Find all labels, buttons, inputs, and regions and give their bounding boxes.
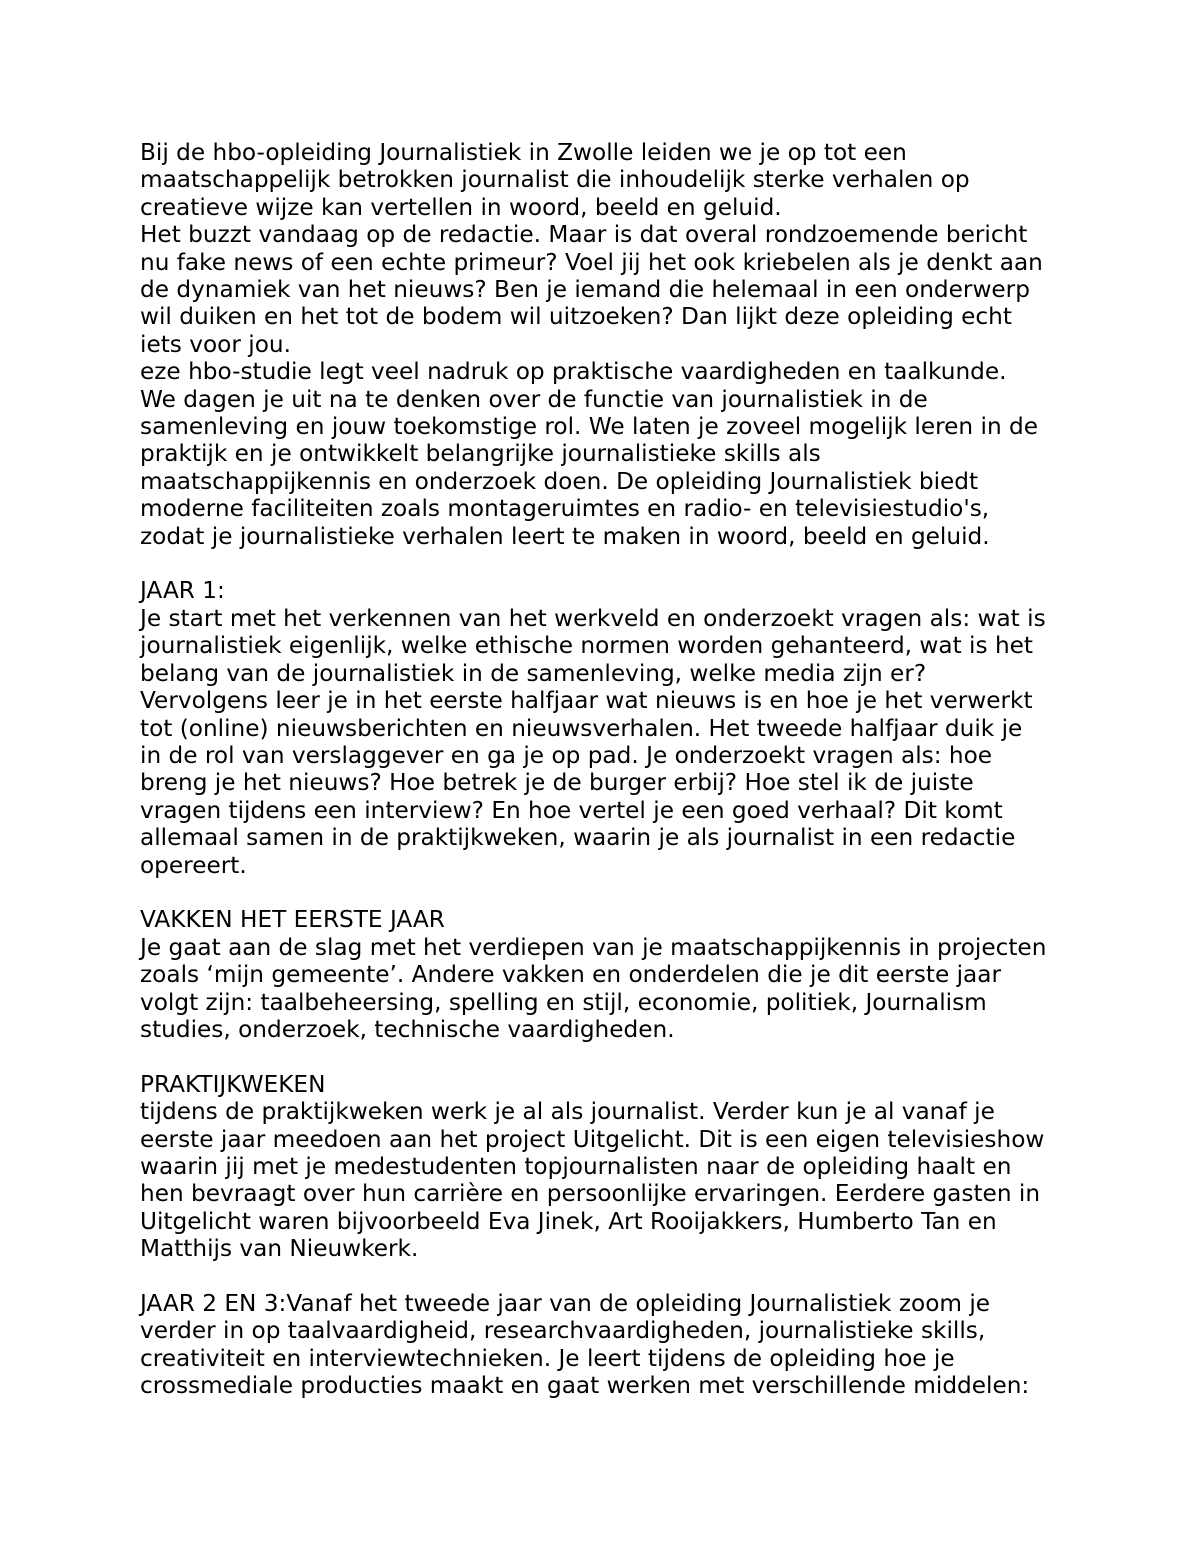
text-line: Het buzzt vandaag op de redactie. Maar is dat overal rondzoemende bericht bbox=[140, 221, 1028, 249]
text-line: Uitgelicht waren bijvoorbeeld Eva Jinek, Art Rooijakkers, Humberto Tan en bbox=[140, 1207, 997, 1235]
text-line: belang van de journalistiek in de samenleving, welke media zijn er? bbox=[140, 659, 927, 687]
text-line: breng je het nieuws? Hoe betrek je de burger erbij? Hoe stel ik de juiste bbox=[140, 769, 974, 797]
text-line: wil duiken en het tot de bodem wil uitzoeken? Dan lijkt deze opleiding echt bbox=[140, 303, 1012, 331]
paragraph-gap bbox=[140, 1043, 1080, 1070]
text-line: praktijk en je ontwikkelt belangrijke journalistieke skills als bbox=[140, 440, 821, 468]
text-line: tot (online) nieuwsberichten en nieuwsverhalen. Het tweede halfjaar duik je bbox=[140, 714, 1023, 742]
vakken-section bbox=[140, 906, 1080, 1043]
praktijk-section bbox=[140, 1071, 1080, 1263]
text-line: Je start met het verkennen van het werkveld en onderzoekt vragen als: wat is bbox=[140, 604, 1046, 632]
intro-paragraph bbox=[140, 139, 1080, 221]
text-line: studies, onderzoek, technische vaardigheden. bbox=[140, 1015, 675, 1043]
text-line: de dynamiek van het nieuws? Ben je iemand die helemaal in een onderwerp bbox=[140, 276, 1030, 304]
text-line: journalistiek eigenlijk, welke ethische normen worden gehanteerd, wat is het bbox=[140, 632, 1034, 660]
text-line: Bij de hbo-opleiding Journalistiek in Zwolle leiden we je op tot een bbox=[140, 139, 907, 166]
text-line: zodat je journalistieke verhalen leert te maken in woord, beeld en geluid. bbox=[140, 522, 990, 550]
buzz-paragraph bbox=[140, 221, 1080, 358]
text-line: creatieve wijze kan vertellen in woord, beeld en geluid. bbox=[140, 193, 782, 221]
section-heading-vakken: VAKKEN HET EERSTE JAAR bbox=[140, 906, 445, 934]
text-line: Vervolgens leer je in het eerste halfjaar wat nieuws is en hoe je het verwerkt bbox=[140, 687, 1033, 715]
text-line: in de rol van verslaggever en ga je op pad. Je onderzoekt vragen als: hoe bbox=[140, 741, 993, 769]
section-heading-jaar1: JAAR 1: bbox=[140, 577, 225, 605]
text-line: maatschappijkennis en onderzoek doen. De opleiding Journalistiek biedt bbox=[140, 467, 979, 495]
text-line: crossmediale producties maakt en gaat werken met verschillende middelen: bbox=[140, 1372, 1030, 1400]
text-line: eerste jaar meedoen aan het project Uitgelicht. Dit is een eigen televisieshow bbox=[140, 1125, 1045, 1153]
study-paragraph bbox=[140, 358, 1080, 550]
text-line: Je gaat aan de slag met het verdiepen van je maatschappijkennis in projecten bbox=[140, 933, 1047, 961]
text-line: eze hbo-studie legt veel nadruk op praktische vaardigheden en taalkunde. bbox=[140, 358, 1007, 386]
document-page bbox=[140, 139, 1080, 1400]
paragraph-gap bbox=[140, 550, 1080, 577]
text-line: moderne faciliteiten zoals montageruimtes en radio- en televisiestudio's, bbox=[140, 495, 990, 523]
text-line: opereert. bbox=[140, 851, 247, 879]
jaar1-section bbox=[140, 577, 1080, 878]
text-line: verder in op taalvaardigheid, researchvaardigheden, journalistieke skills, bbox=[140, 1317, 986, 1345]
jaar23-section bbox=[140, 1290, 1080, 1400]
text-line: vragen tijdens een interview? En hoe vertel je een goed verhaal? Dit komt bbox=[140, 796, 1003, 824]
text-line: samenleving en jouw toekomstige rol. We laten je zoveel mogelijk leren in de bbox=[140, 413, 1038, 441]
text-line: zoals ‘mijn gemeente’. Andere vakken en onderdelen die je dit eerste jaar bbox=[140, 961, 1001, 989]
paragraph-gap bbox=[140, 879, 1080, 906]
text-line: volgt zijn: taalbeheersing, spelling en stijl, economie, politiek, Journalism bbox=[140, 988, 987, 1016]
text-line: Matthijs van Nieuwkerk. bbox=[140, 1235, 419, 1263]
text-line: allemaal samen in de praktijkweken, waarin je als journalist in een redactie bbox=[140, 824, 1016, 852]
text-line: creativiteit en interviewtechnieken. Je leert tijdens de opleiding hoe je bbox=[140, 1344, 955, 1372]
section-heading-praktijkweken: PRAKTIJKWEKEN bbox=[140, 1070, 326, 1098]
paragraph-gap bbox=[140, 1263, 1080, 1290]
text-line: waarin jij met je medestudenten topjournalisten naar de opleiding haalt en bbox=[140, 1152, 1012, 1180]
text-line: iets voor jou. bbox=[140, 330, 291, 358]
text-line: We dagen je uit na te denken over de functie van journalistiek in de bbox=[140, 385, 928, 413]
text-line: nu fake news of een echte primeur? Voel jij het ook kriebelen als je denkt aan bbox=[140, 248, 1043, 276]
text-line: tijdens de praktijkweken werk je al als journalist. Verder kun je al vanaf je bbox=[140, 1098, 995, 1126]
text-line: hen bevraagt over hun carrière en persoonlijke ervaringen. Eerdere gasten in bbox=[140, 1180, 1041, 1208]
text-line: JAAR 2 EN 3:Vanaf het tweede jaar van de opleiding Journalistiek zoom je bbox=[140, 1290, 991, 1317]
text-line: maatschappelijk betrokken journalist die inhoudelijk sterke verhalen op bbox=[140, 166, 970, 194]
